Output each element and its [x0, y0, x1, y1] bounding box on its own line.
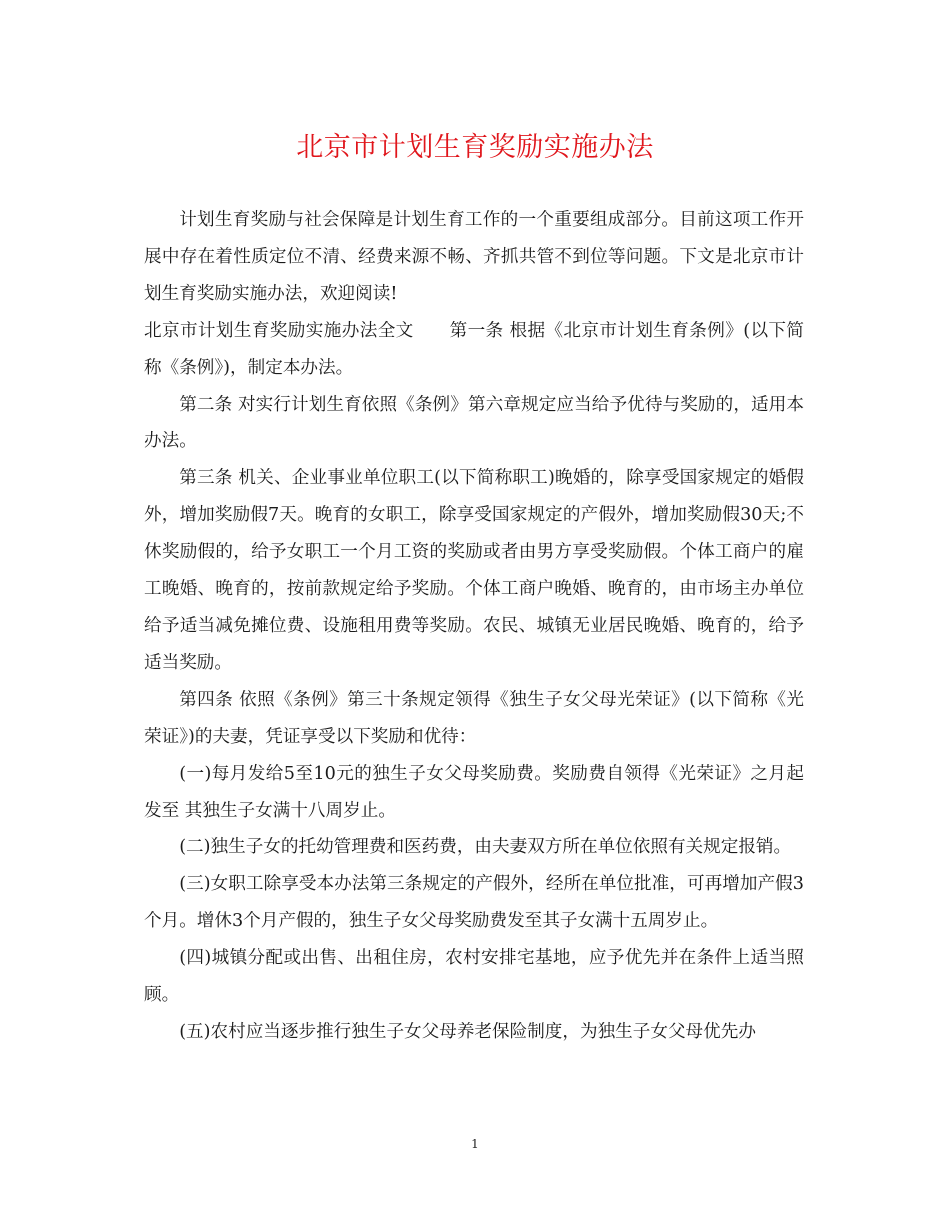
paragraph-article-4: 第四条 依照《条例》第三十条规定领得《独生子女父母光荣证》(以下简称《光荣证》)的夫妻，凭证享受以下奖励和优待： [144, 689, 804, 747]
paragraph-item-2: (二)独生子女的托幼管理费和医药费，由夫妻双方所在单位依照有关规定报销。 [179, 837, 792, 858]
paragraph-item-5: (五)农村应当逐步推行独生子女父母养老保险制度，为独生子女父母优先办 [179, 1021, 756, 1042]
paragraph-item-3: (三)女职工除享受本办法第三条规定的产假外，经所在单位批准，可再增加产假3个月。增休3个月产假的，独生子女父母奖励费发至其子女满十五周岁止。 [144, 874, 804, 932]
paragraph-article-3: 第三条 机关、企业事业单位职工(以下简称职工)晚婚的，除享受国家规定的婚假外，增加奖励假7天。晚育的女职工，除享受国家规定的产假外，增加奖励假30天;不休奖励假的，给予女职工一个月工资的奖励或者由男方享受奖励假。个体工商户的雇工晚婚、晚育的，按前款规定给予奖励。个体工商户晚婚、晚育的，由市场主办单位给予适当减免摊位费、设施租用费等奖励。农民、城镇无业居民晚婚、晚育的，给予适当奖励。 [144, 468, 804, 673]
page-number: 1 [471, 1137, 479, 1151]
paragraph-item-1: (一)每月发给5至10元的独生子女父母奖励费。奖励费自领得《光荣证》之月起发至 其独生子女满十八周岁止。 [144, 763, 804, 821]
paragraph-article-1: 北京市计划生育奖励实施办法全文 第一条 根据《北京市计划生育条例》(以下简称《条例》)，制定本办法。 [144, 320, 804, 378]
document-body [144, 202, 804, 1051]
document-title: 北京市计划生育奖励实施办法 [296, 132, 654, 163]
paragraph-article-2: 第二条 对实行计划生育依照《条例》第六章规定应当给予优待与奖励的，适用本办法。 [144, 394, 804, 452]
paragraph-intro: 计划生育奖励与社会保障是计划生育工作的一个重要组成部分。目前这项工作开展中存在着性质定位不清、经费来源不畅、齐抓共管不到位等问题。下文是北京市计划生育奖励实施办法，欢迎阅读! [144, 210, 804, 304]
paragraph-item-4: (四)城镇分配或出售、出租住房，农村安排宅基地，应予优先并在条件上适当照顾。 [144, 948, 804, 1006]
